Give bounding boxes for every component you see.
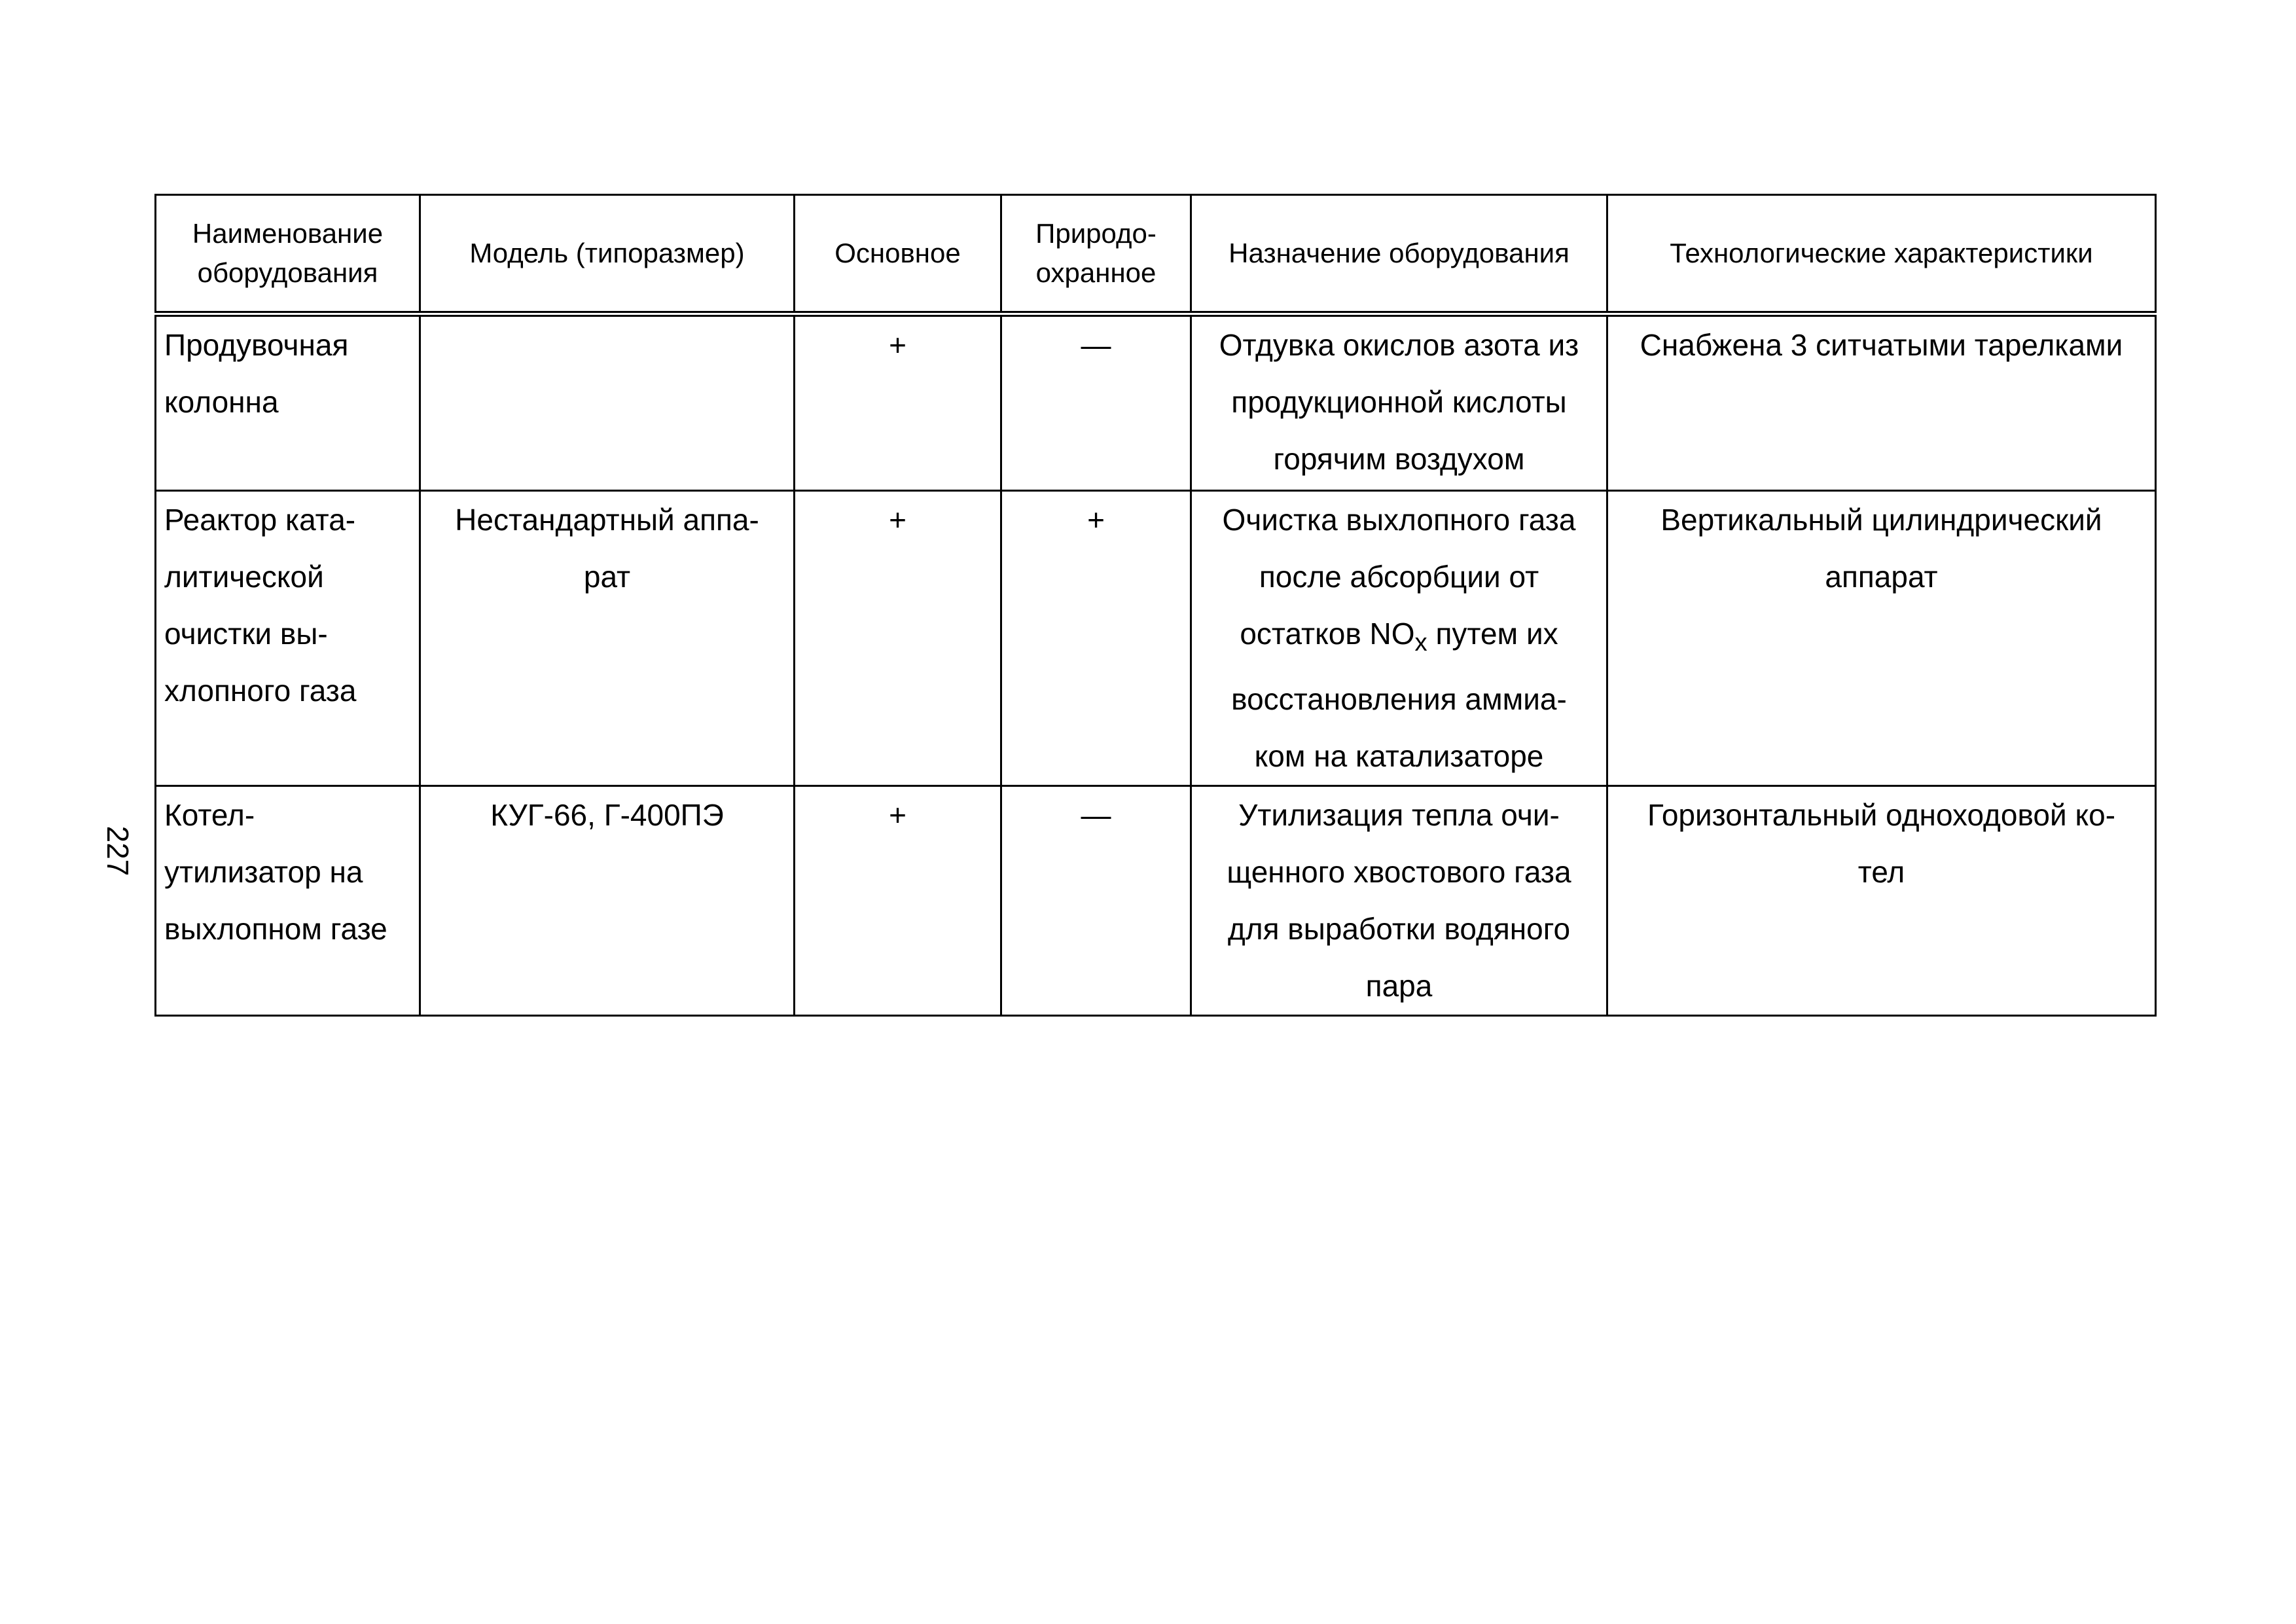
cell-equipment-name: Реактор ката- литической очистки вы- хлопного газа <box>156 491 420 786</box>
cell-characteristics: Снабжена 3 ситчатыми тарелками <box>1607 314 2156 491</box>
purpose-subscript: x <box>1414 628 1427 657</box>
cell-characteristics: Горизонтальный одноходовой ко- тел <box>1607 786 2156 1016</box>
page-number: 227 <box>101 825 135 876</box>
cell-purpose: Отдувка окислов азота из продукционной кислоты горячим воздухом <box>1191 314 1607 491</box>
header-environmental: Природо- охранное <box>1001 195 1191 314</box>
table-header-row <box>156 195 2156 314</box>
table-row <box>156 491 2156 786</box>
cell-model: Нестандартный аппа- рат <box>420 491 795 786</box>
table-row <box>156 314 2156 491</box>
cell-equipment-name: Котел- утилизатор на выхлопном газе <box>156 786 420 1016</box>
cell-environmental: + <box>1001 491 1191 786</box>
purpose-text-before: Очистка выхлопного газа после абсорбции от остатков NO <box>1222 503 1576 651</box>
cell-main: + <box>795 491 1001 786</box>
cell-main: + <box>795 314 1001 491</box>
table-row <box>156 786 2156 1016</box>
cell-environmental: — <box>1001 786 1191 1016</box>
cell-model <box>420 314 795 491</box>
header-characteristics: Технологические характеристики <box>1607 195 2156 314</box>
cell-model: КУГ-66, Г-400ПЭ <box>420 786 795 1016</box>
cell-purpose: Утилизация тепла очи- щенного хвостового газа для выработки водяного пара <box>1191 786 1607 1016</box>
cell-environmental: — <box>1001 314 1191 491</box>
purpose-text-after: путем их восстановления аммиа- ком на катализаторе <box>1231 617 1567 774</box>
cell-equipment-name: Продувочная колонна <box>156 314 420 491</box>
cell-purpose <box>1191 491 1607 786</box>
header-equipment-name: Наименование оборудования <box>156 195 420 314</box>
cell-main: + <box>795 786 1001 1016</box>
header-purpose: Назначение оборудования <box>1191 195 1607 314</box>
header-main: Основное <box>795 195 1001 314</box>
cell-characteristics: Вертикальный цилиндрический аппарат <box>1607 491 2156 786</box>
equipment-table <box>154 194 2157 1017</box>
header-model: Модель (типоразмер) <box>420 195 795 314</box>
